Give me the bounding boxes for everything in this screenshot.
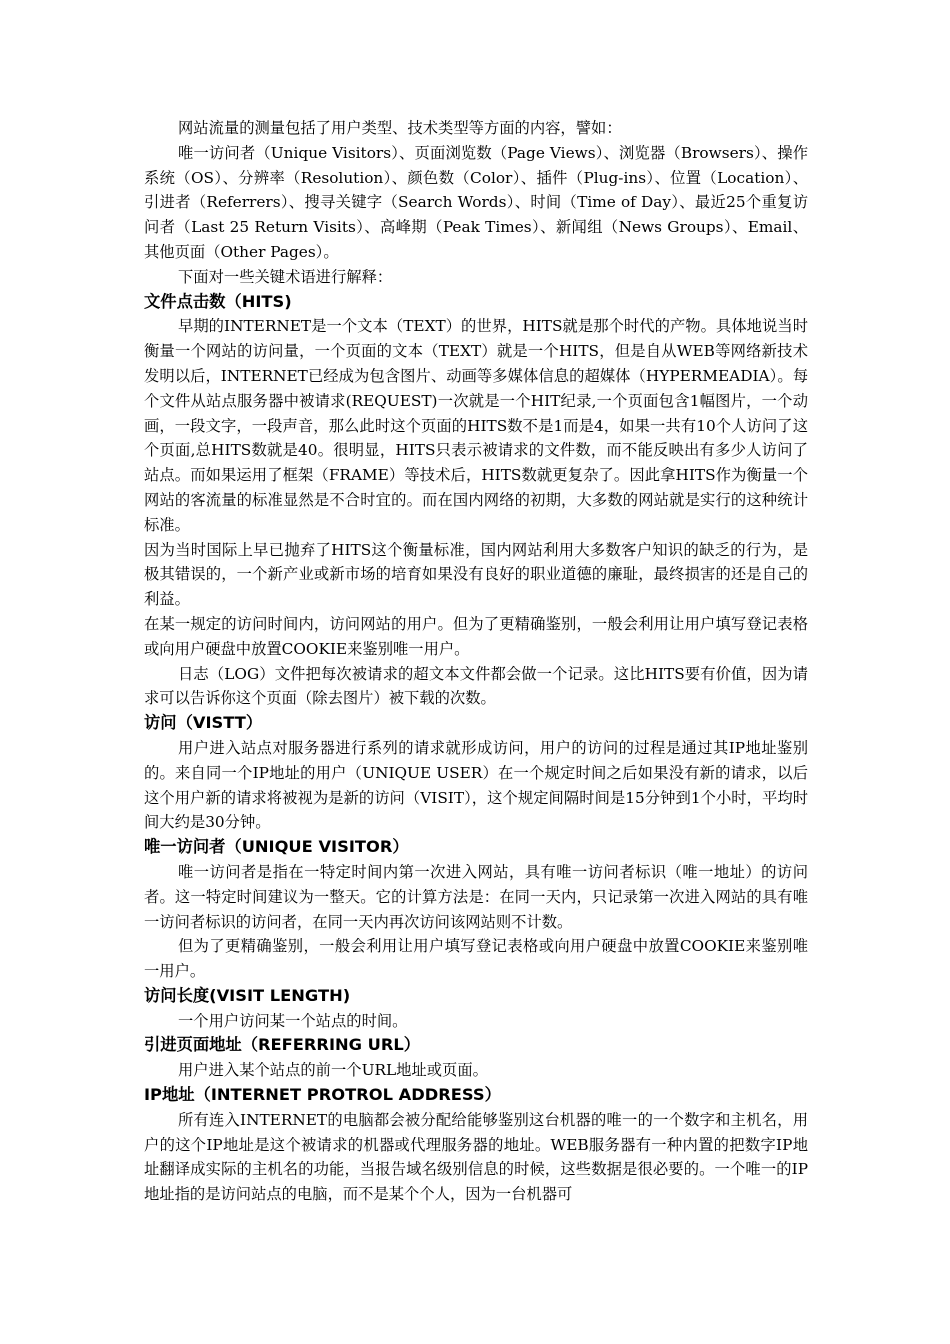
intro-paragraph: 网站流量的测量包括了用户类型、技术类型等方面的内容，譬如：: [178, 119, 622, 137]
body-paragraph: 唯一访问者是指在一特定时间内第一次进入网站，具有唯一访问者标识（唯一地址）的访问者。这一特定时间建议为一整天。它的计算方法是：在同一天内，只记录第一次进入网站的具有唯一访问者标识的访问者，在同一天内再次访问该网站则不计数。: [144, 862, 808, 931]
section-heading-visit-length: 访问长度(VISIT LENGTH): [144, 985, 351, 1005]
body-paragraph: 所有连入INTERNET的电脑都会被分配给能够鉴别这台机器的唯一的一个数字和主机名，用户的这个IP地址是这个被请求的机器或代理服务器的地址。WEB服务器有一种内置的把数字IP地址翻译成实际的主机名的功能，当报告域名级别信息的时候，这些数据是很必要的。一个唯一的IP地址指的是访问站点的电脑，而不是某个个人，因为一台机器可: [144, 1110, 808, 1204]
body-paragraph: 一个用户访问某一个站点的时间。: [178, 1011, 408, 1030]
body-paragraph: 在某一规定的访问时间内，访问网站的用户。但为了更精确鉴别，一般会利用让用户填写登记表格或向用户硬盘中放置COOKIE来鉴别唯一用户。: [144, 614, 808, 658]
body-paragraph: 但为了更精确鉴别，一般会利用让用户填写登记表格或向用户硬盘中放置COOKIE来鉴别唯一用户。: [144, 937, 808, 981]
body-paragraph: 因为当时国际上早已抛弃了HITS这个衡量标准，国内网站利用大多数客户知识的缺乏的行为，是极其错误的，一个新产业或新市场的培育如果没有良好的职业道德的廉耻，最终损害的还是自己的利益。: [144, 540, 808, 609]
body-paragraph: 用户进入某个站点的前一个URL地址或页面。: [178, 1061, 488, 1080]
metrics-list-paragraph: 唯一访问者（Unique Visitors）、页面浏览数（Page Views）、浏览器（Browsers）、操作系统（OS）、分辨率（Resolution）、颜色数（Color）、插件（Plug-ins）、位置（Location）、引进者（Referrers）、搜寻关键字（Search Words）、时间（Time of Day）、最近25个重复访问者（Last 25 Return Visits）、高峰期（Peak Times）、新闻组（News Groups）、Email、其他页面（Other Pages）。: [144, 143, 808, 261]
section-heading-ip-address: IP地址（INTERNET PROTROL ADDRESS）: [144, 1085, 501, 1105]
body-paragraph: 日志（LOG）文件把每次被请求的超文本文件都会做一个记录。这比HITS要有价值，因为请求可以告诉你这个页面（除去图片）被下载的次数。: [144, 664, 808, 708]
section-heading-referring-url: 引进页面地址（REFERRING URL）: [144, 1035, 421, 1055]
section-heading-unique-visitor: 唯一访问者（UNIQUE VISITOR）: [144, 837, 409, 857]
body-paragraph: 用户进入站点对服务器进行系列的请求就形成访问，用户的访问的过程是通过其IP地址鉴别的。来自同一个IP地址的用户（UNIQUE USER）在一个规定时间之后如果没有新的请求，以后这个用户新的请求将被视为是新的访问（VISIT），这个规定间隔时间是15分钟到1个小时，平均时间大约是30分钟。: [144, 738, 808, 832]
section-heading-visit: 访问（VISTT）: [144, 713, 263, 733]
body-paragraph: 早期的INTERNET是一个文本（TEXT）的世界，HITS就是那个时代的产物。具体地说当时衡量一个网站的访问量，一个页面的文本（TEXT）就是一个HITS，但是自从WEB等网络新技术发明以后，INTERNET已经成为包含图片、动画等多媒体信息的超媒体（HYPERMEADIA）。每个文件从站点服务器中被请求(REQUEST)一次就是一个HIT纪录,一个页面包含1幅图片，一个动画，一段文字，一段声音，那么此时这个页面的HITS数不是1而是4，如果一共有10个人访问了这个页面,总HITS数就是40。很明显，HITS只表示被请求的文件数，而不能反映出有多少人访问了站点。而如果运用了框架（FRAME）等技术后，HITS数就更复杂了。因此拿HITS作为衡量一个网站的客流量的标准显然是不合时宜的。而在国内网络的初期，大多数的网站就是实行的这种统计标准。: [144, 317, 808, 534]
intro-paragraph: 下面对一些关键术语进行解释：: [178, 267, 393, 286]
section-heading-hits: 文件点击数（HITS): [144, 291, 292, 311]
document-page: [144, 116, 808, 1207]
